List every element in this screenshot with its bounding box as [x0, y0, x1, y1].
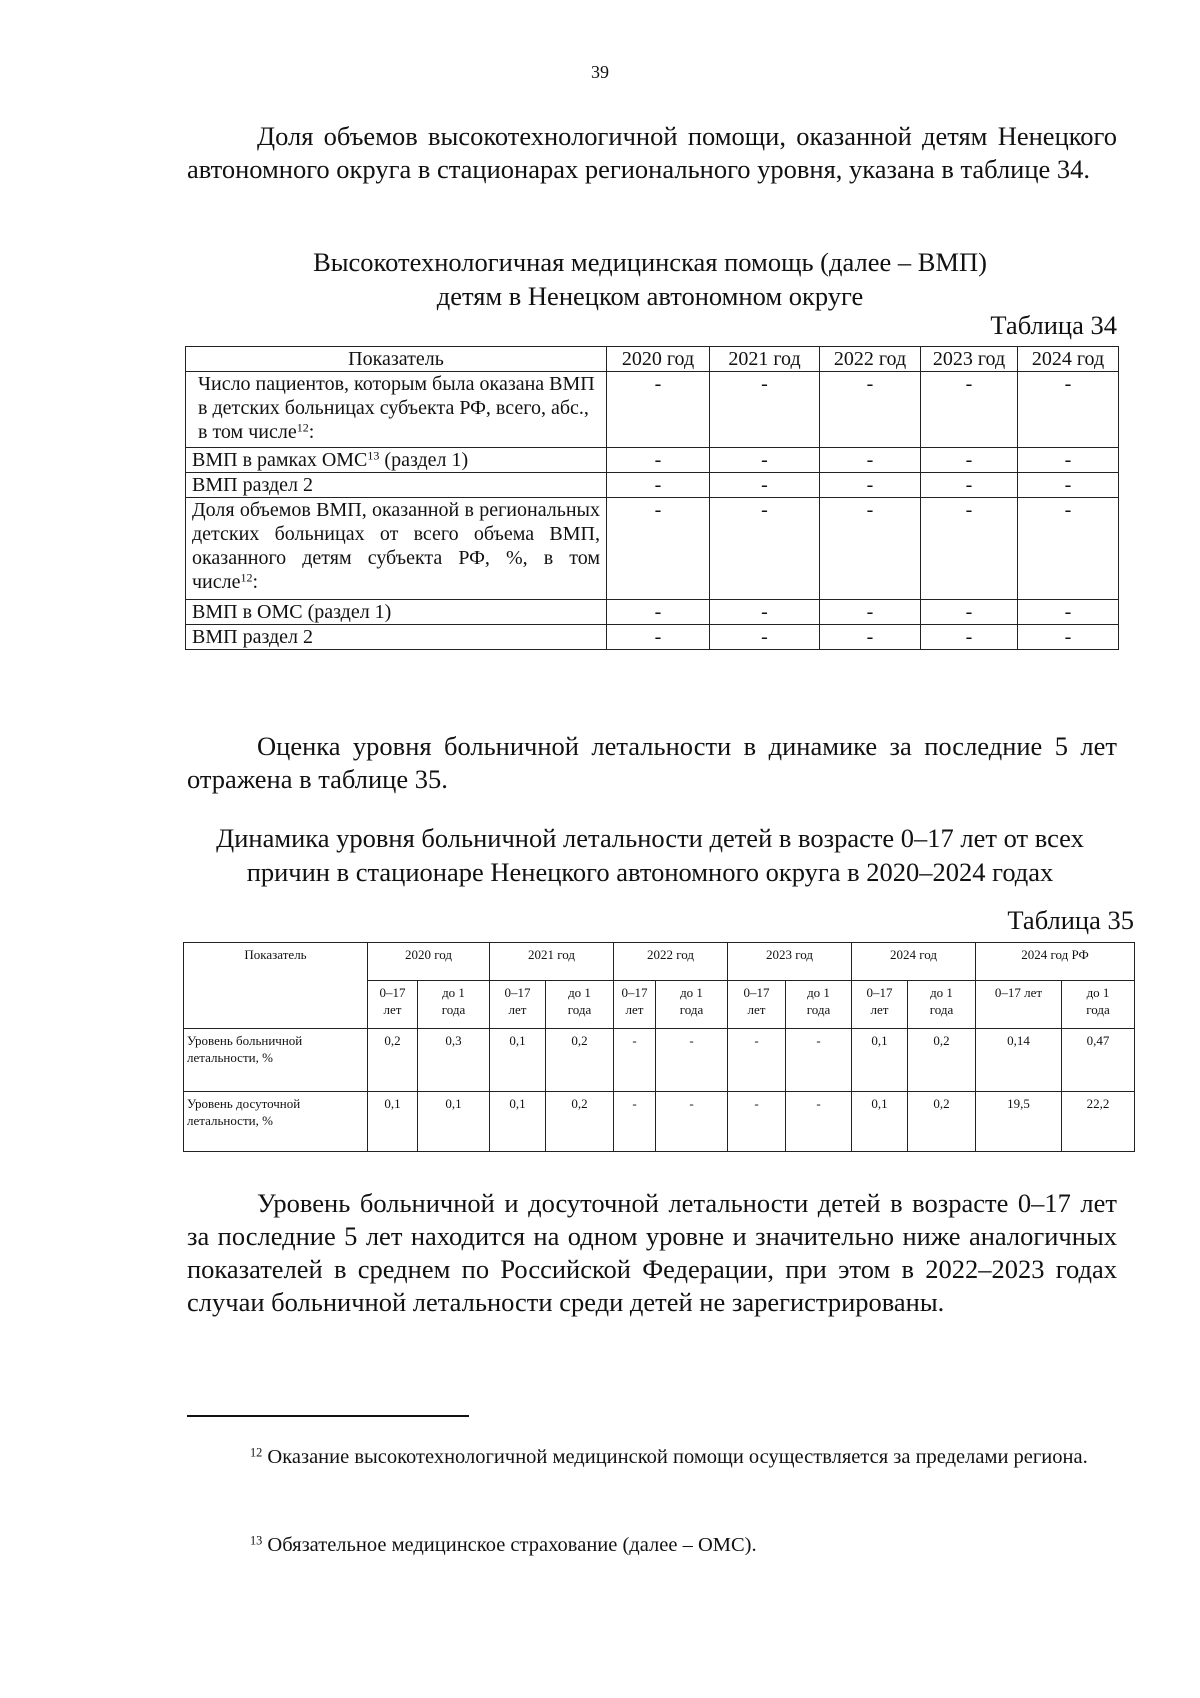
cell-value: -: [607, 372, 710, 448]
cell-value: -: [820, 473, 921, 498]
page-number: 39: [591, 62, 609, 82]
footnote-divider: [187, 1415, 469, 1417]
conclusion-paragraph: Уровень больничной и досуточной летальности детей в возрасте 0–17 лет за последние 5 лет находится на одном уровне и значительно ниже аналогичных показателей в среднем по Российской Федерации, при этом в 2022–2023 годах случаи больничной летальности среди детей не зарегистрированы.: [187, 1188, 1117, 1317]
age-group-header: 0–17 лет: [852, 981, 908, 1029]
age-group-header: 0–17 лет: [490, 981, 546, 1029]
footnote-13: $^{13}$ Обязательное медицинское страхование (далее – ОМС).: [250, 1533, 757, 1556]
table-35: [183, 942, 1135, 1152]
cell-value: -: [728, 1092, 786, 1152]
table34-header-year: 2022 год: [820, 347, 921, 372]
cell-value: -: [921, 372, 1018, 448]
table-row: [186, 625, 1119, 650]
row-label: Уровень больничной летальности, %: [184, 1029, 368, 1092]
table34-header-year: 2023 год: [921, 347, 1018, 372]
cell-value: -: [728, 1029, 786, 1092]
age-group-header: 0–17 лет: [368, 981, 418, 1029]
cell-value: -: [921, 600, 1018, 625]
cell-value: -: [607, 473, 710, 498]
table-row: [186, 372, 1119, 448]
cell-value: -: [921, 498, 1018, 600]
cell-value: -: [607, 498, 710, 600]
cell-value: -: [820, 498, 921, 600]
cell-value: -: [607, 448, 710, 473]
age-group-header: до 1 года: [1062, 981, 1135, 1029]
cell-value: -: [607, 600, 710, 625]
table-row: [186, 448, 1119, 473]
age-group-header: до 1 года: [418, 981, 490, 1029]
table34-header-year: 2020 год: [607, 347, 710, 372]
cell-value: -: [1018, 625, 1119, 650]
cell-value: 0,1: [368, 1092, 418, 1152]
age-group-header: 0–17 лет: [614, 981, 656, 1029]
cell-value: -: [614, 1029, 656, 1092]
row-label: ВМП раздел 2: [186, 473, 607, 498]
footnote-12: $^{12}$ Оказание высокотехнологичной медицинской помощи осуществляется за пределами региона.: [250, 1445, 1088, 1468]
intro-paragraph: Доля объемов высокотехнологичной помощи, оказанной детям Ненецкого автономного округа в стационарах регионального уровня, указана в таблице 34.: [187, 121, 1117, 184]
table-row: [184, 1092, 1135, 1152]
cell-value: -: [1018, 372, 1119, 448]
table35-intro-paragraph: Оценка уровня больничной летальности в динамике за последние 5 лет отражена в таблице 35.: [187, 731, 1117, 794]
age-group-header: до 1 года: [546, 981, 614, 1029]
cell-value: -: [1018, 448, 1119, 473]
row-label: ВМП в ОМС (раздел 1): [186, 600, 607, 625]
cell-value: -: [820, 625, 921, 650]
cell-value: 0,14: [976, 1029, 1062, 1092]
cell-value: -: [656, 1092, 728, 1152]
cell-value: 0,1: [852, 1029, 908, 1092]
cell-value: -: [1018, 498, 1119, 600]
cell-value: -: [786, 1092, 852, 1152]
age-group-header: 0–17 лет: [728, 981, 786, 1029]
table35-header-indicator: Показатель: [184, 943, 368, 1029]
table34-header-row: [186, 347, 1119, 372]
cell-value: -: [921, 625, 1018, 650]
table34-header-indicator: Показатель: [186, 347, 607, 372]
age-group-header: 0–17 лет: [976, 981, 1062, 1029]
row-label: Доля объемов ВМП, оказанной в региональных детских больницах от всего объема ВМП, оказанного детям субъекта РФ, %, в том числе$^{12}$:: [186, 498, 607, 600]
cell-value: -: [656, 1029, 728, 1092]
cell-value: 22,2: [1062, 1092, 1135, 1152]
cell-value: 0,1: [418, 1092, 490, 1152]
table35-label: Таблица 35: [1007, 905, 1134, 935]
age-group-header: до 1 года: [786, 981, 852, 1029]
row-label: ВМП раздел 2: [186, 625, 607, 650]
cell-value: -: [820, 448, 921, 473]
age-group-header: до 1 года: [656, 981, 728, 1029]
cell-value: -: [607, 625, 710, 650]
age-group-header: до 1 года: [908, 981, 976, 1029]
table35-header-year: 2024 год: [852, 943, 976, 981]
table34-header-year: 2024 год: [1018, 347, 1119, 372]
table35-header-year: 2020 год: [368, 943, 490, 981]
table35-header-year: 2023 год: [728, 943, 852, 981]
row-label: ВМП в рамках ОМС$^{13}$ (раздел 1): [186, 448, 607, 473]
cell-value: -: [710, 448, 820, 473]
cell-value: 0,2: [908, 1029, 976, 1092]
table34-header-year: 2021 год: [710, 347, 820, 372]
cell-value: 0,47: [1062, 1029, 1135, 1092]
cell-value: 0,1: [852, 1092, 908, 1152]
table34-label: Таблица 34: [990, 310, 1117, 340]
table-row: [186, 473, 1119, 498]
table35-header-year: 2022 год: [614, 943, 728, 981]
table-row: [186, 498, 1119, 600]
cell-value: 0,2: [546, 1029, 614, 1092]
cell-value: 0,1: [490, 1029, 546, 1092]
table35-title-line1: Динамика уровня больничной летальности детей в возрасте 0–17 лет от всех: [216, 823, 1084, 853]
table34-title-line2: детям в Ненецком автономном округе: [436, 281, 864, 311]
cell-value: -: [1018, 473, 1119, 498]
cell-value: -: [786, 1029, 852, 1092]
cell-value: -: [614, 1092, 656, 1152]
row-label: Уровень досуточной летальности, %: [184, 1092, 368, 1152]
table-34: [185, 346, 1119, 650]
cell-value: -: [921, 448, 1018, 473]
row-label: Число пациентов, которым была оказана ВМП в детских больницах субъекта РФ, всего, абс., в том числе$^{12}$:: [186, 372, 607, 448]
cell-value: -: [710, 372, 820, 448]
cell-value: -: [710, 625, 820, 650]
table-row: [186, 600, 1119, 625]
cell-value: -: [710, 498, 820, 600]
cell-value: 0,3: [418, 1029, 490, 1092]
table-row: [184, 1029, 1135, 1092]
table35-title-line2: причин в стационаре Ненецкого автономного округа в 2020–2024 годах: [246, 857, 1054, 887]
table35-header-year: 2021 год: [490, 943, 614, 981]
cell-value: 0,2: [908, 1092, 976, 1152]
cell-value: -: [710, 473, 820, 498]
cell-value: -: [820, 600, 921, 625]
table35-year-header-row: [184, 943, 1135, 981]
cell-value: -: [710, 600, 820, 625]
cell-value: -: [1018, 600, 1119, 625]
cell-value: -: [820, 372, 921, 448]
cell-value: 0,1: [490, 1092, 546, 1152]
cell-value: 0,2: [546, 1092, 614, 1152]
cell-value: 0,2: [368, 1029, 418, 1092]
table35-header-year: 2024 год РФ: [976, 943, 1135, 981]
table34-title-line1: Высокотехнологичная медицинская помощь (далее – ВМП): [313, 247, 987, 277]
cell-value: -: [921, 473, 1018, 498]
cell-value: 19,5: [976, 1092, 1062, 1152]
